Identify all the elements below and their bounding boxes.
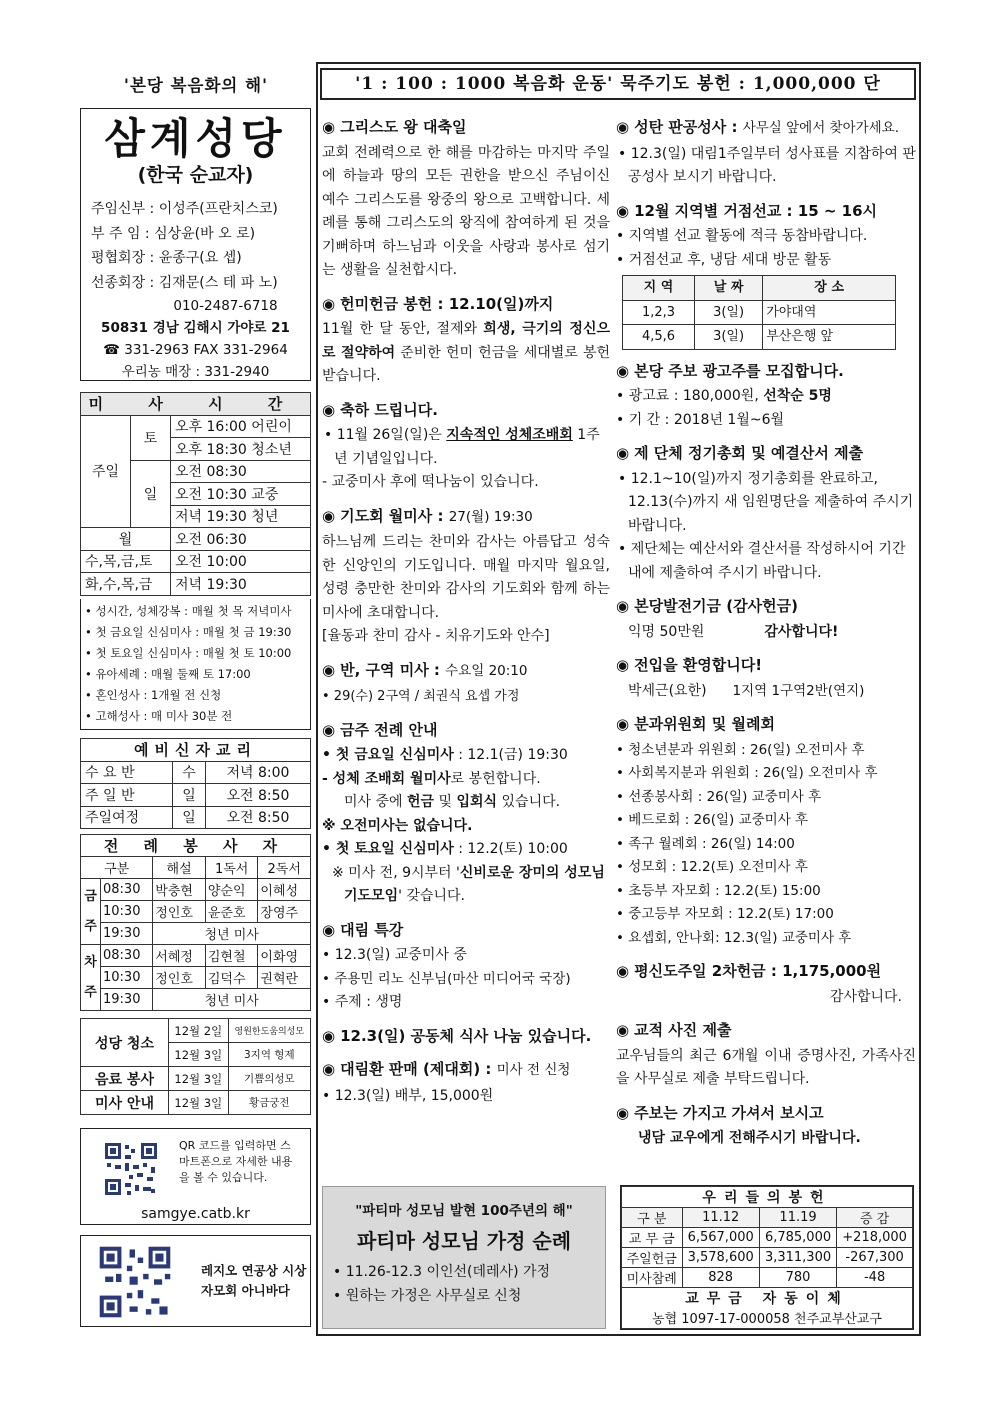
- fatima-title: 파티마 성모님 가정 순례: [356, 1229, 572, 1253]
- contact-info: [81, 295, 310, 383]
- qr-box-legio: [80, 1235, 311, 1327]
- text-run: 신비로운 장미의 성모님 기도모임: [344, 864, 605, 904]
- section-title: 성탄 판공성사 :: [634, 118, 738, 136]
- class-time: 저녁 8:00: [205, 761, 310, 784]
- motto: '본당 복음화의 해': [123, 76, 269, 95]
- weekday-label: 화,수,목,금: [81, 573, 171, 596]
- bullet-icon: ◉: [616, 361, 630, 380]
- list-item: • 제단체는 예산서와 결산서를 작성하시어 기간 내에 제출하여 주시기 바랍니다.: [618, 541, 906, 581]
- col-header: 지 역: [623, 276, 695, 301]
- cell: 10:30: [101, 967, 153, 989]
- section-body: 냉담 교우에게 전해주시기 바랍니다.: [638, 1130, 861, 1146]
- text-run: 감사합니다!: [764, 623, 839, 640]
- section-photo-submit: [616, 1019, 916, 1092]
- section-liturgy-guide: [322, 719, 610, 909]
- mass-notes: [80, 599, 311, 730]
- tel-fax: ☎ 331-2963 FAX 331-2964: [103, 342, 288, 358]
- section-title-tail: 사무실 앞에서 찾아가세요.: [742, 120, 900, 136]
- text-run: 있습니다.: [497, 794, 561, 810]
- bullet-icon: ◉: [322, 1026, 336, 1045]
- section-note: [율동과 찬미 감사 - 치유기도와 안수]: [322, 628, 550, 644]
- liturgy-title: 전 례 봉 사 자: [81, 835, 311, 857]
- cell: 정인호: [153, 901, 206, 923]
- list-item: [616, 385, 916, 409]
- mass-note: • 유아세례 : 매월 둘째 토 17:00: [85, 667, 251, 681]
- bank-account: 농협 1097-17-000058 천주교부산교구: [622, 1308, 913, 1328]
- cell: 3(일): [694, 300, 762, 325]
- weekday-label: 수,목,금,토: [81, 550, 171, 573]
- section-body: 감사합니다.: [829, 988, 902, 1005]
- column-left: [322, 116, 610, 1118]
- cell: 6,785,000: [759, 1228, 836, 1248]
- text-run: 1지역 1구역2반(연지): [732, 682, 865, 699]
- sunday-label: 주일: [81, 415, 131, 528]
- text-run: • 11월 26일(일)은: [324, 427, 447, 443]
- catechumen-title: 예비신자교리: [81, 739, 311, 762]
- cell: 1,2,3: [623, 300, 695, 325]
- list-item: [322, 838, 610, 862]
- duty-who: 황금궁전: [228, 1091, 310, 1115]
- text-run: 헌금: [407, 794, 435, 810]
- bullet-icon: ◉: [616, 715, 630, 733]
- bullet-icon: ◉: [322, 400, 336, 419]
- list-item: • 중고등부 자모회 : 12.2(토) 17:00: [616, 906, 834, 922]
- cell: 08:30: [101, 945, 153, 967]
- text-run: 미사 중에: [344, 794, 407, 810]
- cell: 4,5,6: [623, 325, 695, 350]
- list-item: [322, 768, 610, 792]
- cell: 청년 미사: [153, 923, 311, 945]
- cell: 양순익: [205, 879, 258, 901]
- catechumen-table: [80, 738, 311, 829]
- section-title: 대림환 판매 (제대회) :: [340, 1060, 492, 1078]
- col-header: 11.12: [682, 1208, 759, 1228]
- cell: 청년 미사: [153, 989, 311, 1011]
- mission-table: [622, 275, 896, 350]
- mass-time: 오전 10:30 교중: [171, 483, 311, 506]
- section-title: 헌미헌금 봉헌 : 12.10(일)까지: [340, 294, 554, 313]
- duty-table: [80, 1018, 311, 1115]
- cell: 김덕수: [205, 967, 258, 989]
- text-run: : 12.1(금) 19:30: [453, 747, 568, 763]
- mass-note: • 고해성사 : 매 미사 30분 전: [85, 709, 233, 723]
- section-christ-king: [322, 116, 610, 283]
- section-prayer-mass: [322, 505, 610, 649]
- cell: 가야대역: [763, 300, 896, 325]
- duty-label: 미사 안내: [81, 1091, 169, 1115]
- list-item: • 12.3(일) 교중미사 중: [322, 947, 467, 963]
- list-item: • 베드로회 : 26(일) 교중미사 후: [616, 812, 809, 828]
- section-general-meeting: [616, 442, 916, 585]
- list-item: • 주제 : 생명: [322, 994, 403, 1010]
- col-header: 11.19: [759, 1208, 836, 1228]
- fatima-box: [322, 1186, 606, 1329]
- cell: 3,311,300: [759, 1248, 836, 1268]
- list-item: - 교중미사 후에 떡나눔이 있습니다.: [322, 474, 539, 490]
- section-title: 그리스도 왕 대축일: [340, 118, 467, 136]
- section-body: [322, 318, 610, 389]
- cell: 미사참례: [622, 1268, 683, 1288]
- list-item: • 거점선교 후, 냉담 세대 방문 활동: [616, 251, 832, 268]
- list-item: [322, 862, 610, 909]
- text-run: 입회식: [456, 794, 498, 810]
- cell: 19:30: [101, 923, 153, 945]
- mass-time: 오전 08:30: [171, 460, 311, 483]
- text-run: - 성체 조배회 월미사: [322, 770, 451, 787]
- address: 50831 경남 김해시 가야로 21: [101, 320, 290, 336]
- section-title: 전입을 환영합니다!: [634, 656, 763, 674]
- qr-code-icon[interactable]: [97, 1244, 173, 1320]
- staff-list: [91, 197, 310, 295]
- bullet-icon: ◉: [322, 920, 336, 939]
- section-title-tail: 27(월) 19:30: [448, 508, 533, 525]
- bullet-icon: ◉: [322, 660, 336, 679]
- section-committees: [616, 713, 916, 950]
- class-day: 일: [173, 784, 206, 807]
- cell: 김현철: [205, 945, 258, 967]
- class-day: 일: [173, 806, 206, 829]
- offering-table: [621, 1186, 913, 1329]
- text-run: : 12.2(토) 10:00: [453, 841, 568, 857]
- list-item: [322, 424, 610, 471]
- col-header: 해설: [153, 857, 206, 879]
- bullet-icon: ◉: [616, 1021, 630, 1039]
- qr-box-website: [80, 1128, 311, 1225]
- class-time: 오전 8:50: [205, 784, 310, 807]
- bullet-icon: ◉: [616, 118, 630, 136]
- text-run: 지속적인 성체조배회: [446, 427, 573, 443]
- column-right: [616, 116, 916, 1161]
- list-item: • 12.3(일) 배부, 15,000원: [322, 1087, 494, 1104]
- section-title: 교적 사진 제출: [634, 1021, 732, 1039]
- bullet-icon: ◉: [322, 720, 336, 739]
- section-advent-lecture: [322, 919, 610, 1015]
- section-community-meal: [322, 1025, 610, 1049]
- section-district-mass: [322, 659, 610, 709]
- bullet-icon: ◉: [616, 597, 630, 615]
- phone-number: 010-2487-6718: [173, 298, 278, 314]
- this-week-label: 금주: [81, 879, 101, 945]
- col-header: 장 소: [763, 276, 896, 301]
- website-url[interactable]: samgye.catb.kr: [141, 1206, 250, 1222]
- mass-note: • 첫 금요일 신심미사 : 매월 첫 금 19:30: [85, 625, 292, 639]
- cell: 서혜정: [153, 945, 206, 967]
- col-header: 구 분: [622, 1208, 683, 1228]
- text-run: 및: [434, 794, 457, 810]
- section-laity-sunday: [616, 960, 916, 1009]
- section-title: 12.3(일) 공동체 식사 나눔 있습니다.: [340, 1026, 592, 1045]
- duty-who: 3지역 형제: [228, 1043, 310, 1067]
- mass-time: 저녁 19:30 청년: [171, 505, 311, 528]
- staff-council-president: 평협회장 : 윤종구(요 셉): [91, 250, 242, 266]
- auto-transfer-title: 교무금 자동이체: [622, 1288, 913, 1309]
- mass-schedule-table: [80, 392, 311, 596]
- cell: 박충현: [153, 879, 206, 901]
- cell: 윤준호: [205, 901, 258, 923]
- section-title: 본당 주보 광고주를 모집합니다.: [634, 361, 844, 380]
- list-item: • 초등부 자모회 : 12.2(토) 15:00: [616, 882, 821, 899]
- list-item: ※ 오전미사는 없습니다.: [322, 817, 473, 834]
- section-title: 기도회 월미사 :: [340, 506, 444, 525]
- duty-date: 12월 2일: [169, 1019, 229, 1043]
- qr-legio-text: 레지오 연공상 시상 자모회 아니바다: [201, 1263, 307, 1298]
- list-item: • 성모회 : 12.2(토) 오전미사 후: [616, 859, 808, 875]
- bullet-icon: ◉: [322, 294, 336, 313]
- bullet-icon: ◉: [616, 656, 630, 674]
- church-info-box: [80, 108, 311, 381]
- store-phone: 우리농 매장 : 331-2940: [121, 364, 270, 380]
- cell: 828: [682, 1268, 759, 1288]
- class-name: 주일여정: [81, 806, 173, 829]
- mass-note: • 성시간, 성체강복 : 매월 첫 목 저녁미사: [85, 604, 292, 618]
- duty-date: 12월 3일: [169, 1067, 229, 1091]
- cell: 3(일): [694, 325, 762, 350]
- text-run: 1주년 기념일입니다.: [334, 427, 600, 467]
- list-item: • 원하는 가정은 사무실로 신청: [333, 1288, 522, 1304]
- church-patron: (한국 순교자): [137, 164, 254, 186]
- staff-pastor: 주임신부 : 이성주(프란치스코): [91, 201, 278, 217]
- bullet-icon: ◉: [616, 201, 630, 220]
- section-title: 제 단체 정기총회 및 예결산서 제출: [634, 444, 864, 462]
- bullet-icon: ◉: [616, 962, 630, 980]
- section-take-bulletin: [616, 1102, 916, 1151]
- cell: 정인호: [153, 967, 206, 989]
- cell: 주일헌금: [622, 1248, 683, 1268]
- section-development-fund: [616, 595, 916, 644]
- staff-associate: 부 주 임 : 심상윤(바 오 로): [91, 225, 256, 242]
- sunday-day-label: 일: [131, 460, 171, 528]
- duty-date: 12월 3일: [169, 1043, 229, 1067]
- text-run: ' 갖습니다.: [398, 888, 465, 904]
- class-name: 주 일 반: [81, 784, 173, 807]
- duty-date: 12월 3일: [169, 1091, 229, 1115]
- saturday-label: 토: [131, 415, 171, 460]
- text-run: 로 봉헌합니다.: [450, 770, 541, 787]
- section-advent-wreath: [322, 1058, 610, 1108]
- bullet-icon: ◉: [616, 444, 630, 462]
- text-run: 선착순 5명: [763, 388, 832, 404]
- section-christmas-confession: [616, 116, 916, 190]
- list-item: • 주용민 리노 신부님(마산 미디어국 국장): [322, 970, 571, 987]
- list-item: [322, 744, 610, 768]
- list-item: [616, 680, 916, 704]
- bullet-icon: ◉: [616, 1103, 630, 1122]
- list-item: • 요셉회, 안나회: 12.3(일) 교중미사 후: [616, 929, 852, 946]
- list-item: • 사회복지분과 위원회 : 26(일) 오전미사 후: [616, 765, 878, 781]
- offering-title: 우리들의봉헌: [622, 1187, 913, 1208]
- cell: 이혜성: [258, 879, 311, 901]
- rosary-banner: '1 : 100 : 1000 복음화 운동' 묵주기도 봉헌 : 1,000,000 단: [320, 68, 916, 100]
- weekday-time: 오전 06:30: [171, 528, 311, 551]
- bullet-icon: ◉: [322, 1060, 336, 1078]
- cell: 3,578,600: [682, 1248, 759, 1268]
- weekday-time: 오전 10:00: [171, 550, 311, 573]
- col-header: 날 짜: [694, 276, 762, 301]
- list-item: • 청소년분과 위원회 : 26(일) 오전미사 후: [616, 741, 865, 758]
- duty-who: 영원한도움의성모: [228, 1019, 310, 1043]
- cell: +218,000: [837, 1228, 913, 1248]
- staff-evangelization-president: 선종회장 : 김재문(스 테 파 노): [91, 274, 278, 291]
- weekday-label: 월: [81, 528, 171, 551]
- list-item: • 11.26-12.3 이인선(데레사) 가정: [333, 1264, 551, 1280]
- qr-code-icon[interactable]: [103, 1141, 159, 1197]
- text-run: • 광고료 : 180,000원,: [616, 388, 764, 404]
- mass-note: • 첫 토요일 신심미사 : 매월 첫 토 10:00: [85, 646, 292, 660]
- fatima-list: [333, 1260, 605, 1308]
- section-title-tail: 미사 전 신청: [496, 1062, 571, 1078]
- mass-time: 오후 18:30 청소년: [171, 438, 311, 461]
- section-congrats: [322, 399, 610, 495]
- cell: 교 무 금: [622, 1228, 683, 1248]
- cell: 이화영: [258, 945, 311, 967]
- cell: 권혁란: [258, 967, 311, 989]
- section-title-tail: 수요일 20:10: [445, 662, 528, 679]
- bullet-icon: ◉: [322, 506, 336, 525]
- list-item: • 족구 월례회 : 26(일) 14:00: [616, 835, 795, 852]
- list-item: • 지역별 선교 활동에 적극 동참바랍니다.: [616, 228, 868, 244]
- text-run: 11월 한 달 동안, 절제와: [322, 321, 484, 337]
- offering-box: [620, 1185, 914, 1330]
- list-item: • 29(수) 2구역 / 최권식 요셉 가정: [322, 689, 520, 704]
- list-item: • 선종봉사회 : 26(일) 교중미사 후: [616, 788, 822, 805]
- section-title: 축하 드립니다.: [340, 400, 438, 419]
- mass-time: 오후 16:00 어린이: [171, 415, 311, 438]
- text-run: 준비한 헌미 헌금을 세대별로 봉헌 받습니다.: [322, 344, 610, 384]
- bullet-icon: ◉: [322, 118, 336, 136]
- cell: 10:30: [101, 901, 153, 923]
- duty-label: 성당 청소: [81, 1019, 169, 1067]
- cell: 6,567,000: [682, 1228, 759, 1248]
- cell: 장영주: [258, 901, 311, 923]
- mass-note: • 혼인성사 : 1개월 전 신청: [85, 688, 222, 702]
- list-item: [322, 791, 610, 815]
- section-title: 평신도주일 2차헌금 : 1,175,000원: [634, 962, 882, 980]
- mass-title: 미 사 시 간: [81, 393, 311, 416]
- section-title: 분과위원회 및 월례회: [634, 715, 775, 733]
- col-header: 1독서: [205, 857, 258, 879]
- liturgy-servers-table: [80, 834, 311, 1011]
- fatima-subtitle: "파티마 성모님 발현 100주년의 해": [355, 1203, 573, 1219]
- section-title: 반, 구역 미사 :: [340, 660, 440, 679]
- cell: -48: [837, 1268, 913, 1288]
- cell: 부산은행 앞: [763, 325, 896, 350]
- section-title: 12월 지역별 거점선교 : 15 ~ 16시: [634, 201, 878, 220]
- list-item: • 12.3(일) 대림1주일부터 성사표를 지참하여 판공성사 보시기 바랍니다.: [618, 145, 916, 185]
- section-body: 교우님들의 최근 6개월 이내 증명사진, 가족사진을 사무실로 제출 부탁드립니다.: [616, 1047, 916, 1087]
- section-body: 교회 전례력으로 한 해를 마감하는 마지막 주일에 하늘과 땅의 모든 권한을 받으신 주님이신 예수 그리스도를 왕중의 왕으로 고백합니다. 세례를 통해 그리스도의 왕직에 참여하게 된 것을 기뻐하며 하느님과 이웃을 사랑과 봉사로 섬기는 생활을 실천합시다.: [322, 144, 610, 278]
- col-header: 구분: [81, 857, 153, 879]
- text-run: ※ 미사 전, 9시부터 ': [332, 864, 460, 881]
- list-item: • 12.1~10(일)까지 정기총회를 완료하고, 12.13(수)까지 새 임원명단을 제출하여 주시기 바랍니다.: [618, 470, 914, 534]
- duty-label: 음료 봉사: [81, 1067, 169, 1091]
- next-week-label: 차주: [81, 945, 101, 1011]
- cell: 780: [759, 1268, 836, 1288]
- text-run: 희생, 극기의 정신으로 절약하여: [322, 321, 610, 361]
- weekday-time: 저녁 19:30: [171, 573, 311, 596]
- text-run: • 첫 토요일 신심미사: [322, 841, 454, 857]
- section-title: 주보는 가지고 가셔서 보시고: [634, 1103, 824, 1122]
- qr-instruction: QR 코드를 입력하면 스마트폰으로 자세한 내용을 볼 수 있습니다.: [179, 1139, 293, 1184]
- class-day: 수: [173, 761, 206, 784]
- cell: -267,300: [837, 1248, 913, 1268]
- section-regional-mission: [616, 200, 916, 350]
- section-rice-offering: [322, 293, 610, 389]
- cell: 19:30: [101, 989, 153, 1011]
- church-name: 삼계성당: [104, 114, 287, 163]
- section-title: 금주 전례 안내: [340, 720, 438, 739]
- class-time: 오전 8:50: [205, 806, 310, 829]
- list-item: [616, 621, 916, 645]
- class-name: 수 요 반: [81, 761, 173, 784]
- cell: 08:30: [101, 879, 153, 901]
- text-run: 익명 50만원: [628, 623, 705, 640]
- section-advertisers: [616, 360, 916, 433]
- list-item: • 기 간 : 2018년 1월~6월: [616, 411, 785, 428]
- col-header: 증 감: [837, 1208, 913, 1228]
- committee-list: [616, 739, 916, 951]
- col-header: 2독서: [258, 857, 311, 879]
- text-run: 박세근(요한): [628, 682, 707, 699]
- text-run: • 첫 금요일 신심미사: [322, 747, 454, 763]
- section-title: 본당발전기금 (감사헌금): [634, 597, 798, 615]
- duty-who: 기쁨의성모: [228, 1067, 310, 1091]
- section-title: 대림 특강: [340, 920, 404, 939]
- section-body: 하느님께 드리는 찬미와 감사는 아름답고 성숙한 신앙인의 기도입니다. 매월 마지막 월요일, 성령 충만한 찬미와 감사의 기도회와 함께 하는 미사에 초대합니다.: [322, 534, 610, 621]
- section-welcome: [616, 654, 916, 703]
